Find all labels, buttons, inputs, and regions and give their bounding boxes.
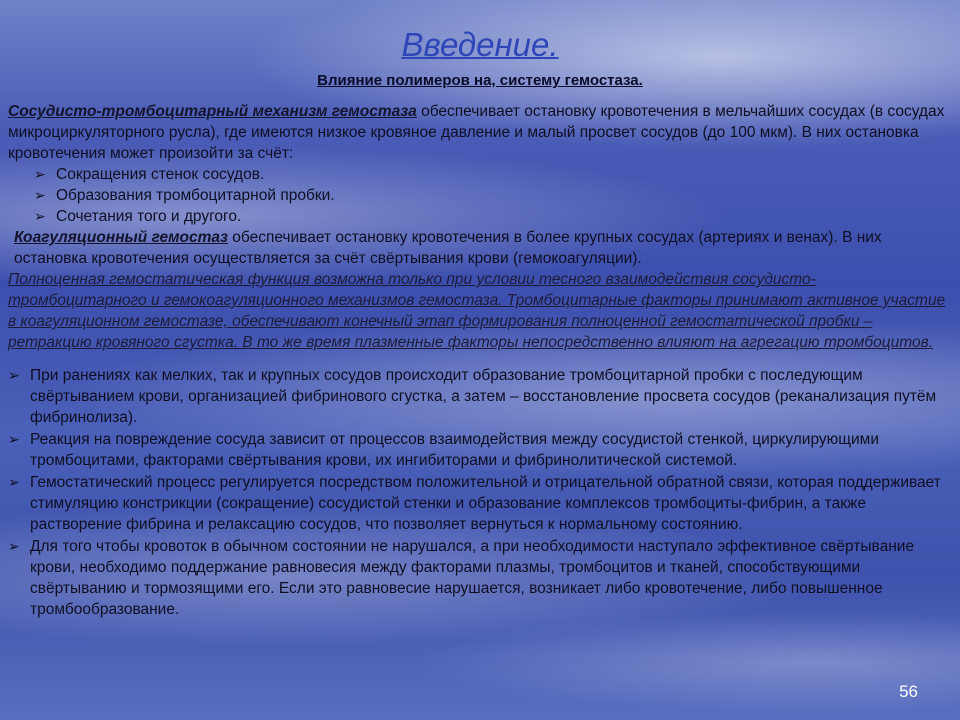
list-item <box>34 164 948 185</box>
list-item-text: При ранениях как мелких, так и крупных сосудов происходит образование тромбоцитарной пробки с последующим свёртыванием крови, организацией фибринового сгустка, а затем – восстановление просвета сосудов (реканализация путём фибринолиза). <box>30 367 937 426</box>
list-item <box>34 185 948 206</box>
term-coagulation: Коагуляционный гемостаз <box>14 229 228 246</box>
slide-subtitle: Влияние полимеров на, систему гемостаза. <box>317 72 643 89</box>
arrow-bullet-icon: ➢ <box>8 474 20 490</box>
term-vascular-platelet: Сосудисто-тромбоцитарный механизм гемостаза <box>8 103 417 120</box>
arrow-bullet-icon: ➢ <box>34 166 46 182</box>
list-item <box>8 472 948 535</box>
paragraph-interaction: Полноценная гемостатическая функция возможна только при условии тесного взаимодействия сосудисто-тромбоцитарного и гемокоагуляционного механизмов гемостаза. Тромбоцитарные факторы принимают активное участие в коагуляционном гемостазе, обеспечивают конечный этап формирования полноценной гемостатической пробки – ретракцию кровяного сгустка. В то же время плазменные факторы непосредственно влияют на агрегацию тромбоцитов. <box>8 271 946 351</box>
list-item-text: Гемостатический процесс регулируется посредством положительной и отрицательной обратной связи, которая поддерживает стимуляцию констрикции (сокращение) сосудистой стенки и образование комплексов тромбоциты-фибрин, а также растворение фибрина и релаксацию сосудов, что позволяет вернуться к нормальному состоянию. <box>30 474 941 533</box>
arrow-bullet-icon: ➢ <box>8 538 20 554</box>
list-item-text: Реакция на повреждение сосуда зависит от процессов взаимодействия между сосудистой стенкой, циркулирующими тромбоцитами, факторами свёртывания крови, их ингибиторами и фибринолитической системой. <box>30 431 879 469</box>
paragraph-text: обеспечивает остановку кровотечения в мельчайших сосудах (в сосудах микроциркуляторного русла), где имеются низкое кровяное давление и малый просвет сосудов (до 100 мкм). В них остановка кровотечения может произойти за счёт: <box>8 103 945 162</box>
paragraph-coagulation <box>8 227 948 269</box>
list-item-text: Образования тромбоцитарной пробки. <box>56 187 335 204</box>
arrow-bullet-icon: ➢ <box>8 367 20 383</box>
paragraph-text: обеспечивает остановку кровотечения в более крупных сосудах (артериях и венах). В них остановка кровотечения осуществляется за счёт свёртывания крови (гемокоагуляции). <box>14 229 882 267</box>
list-item <box>8 536 948 620</box>
page-number: 56 <box>899 682 918 701</box>
list-item <box>34 206 948 227</box>
mechanism-list <box>8 164 948 227</box>
slide-title: Введение. <box>401 26 559 63</box>
list-item-text: Сочетания того и другого. <box>56 208 242 225</box>
arrow-bullet-icon: ➢ <box>8 431 20 447</box>
bullet-list <box>8 365 948 620</box>
slide-content <box>8 101 948 621</box>
list-item-text: Для того чтобы кровоток в обычном состоянии не нарушался, а при необходимости наступало эффективное свёртывание крови, необходимо поддержание равновесия между факторами плазмы, тромбоцитов и тканей, способствующими свёртыванию и тормозящими его. Если это равновесие нарушается, возникает либо кровотечение, либо повышенное тромбообразование. <box>30 538 915 618</box>
arrow-bullet-icon: ➢ <box>34 208 46 224</box>
list-item <box>8 429 948 471</box>
list-item-text: Сокращения стенок сосудов. <box>56 166 265 183</box>
arrow-bullet-icon: ➢ <box>34 187 46 203</box>
list-item <box>8 365 948 428</box>
paragraph-vascular-platelet <box>8 101 948 164</box>
